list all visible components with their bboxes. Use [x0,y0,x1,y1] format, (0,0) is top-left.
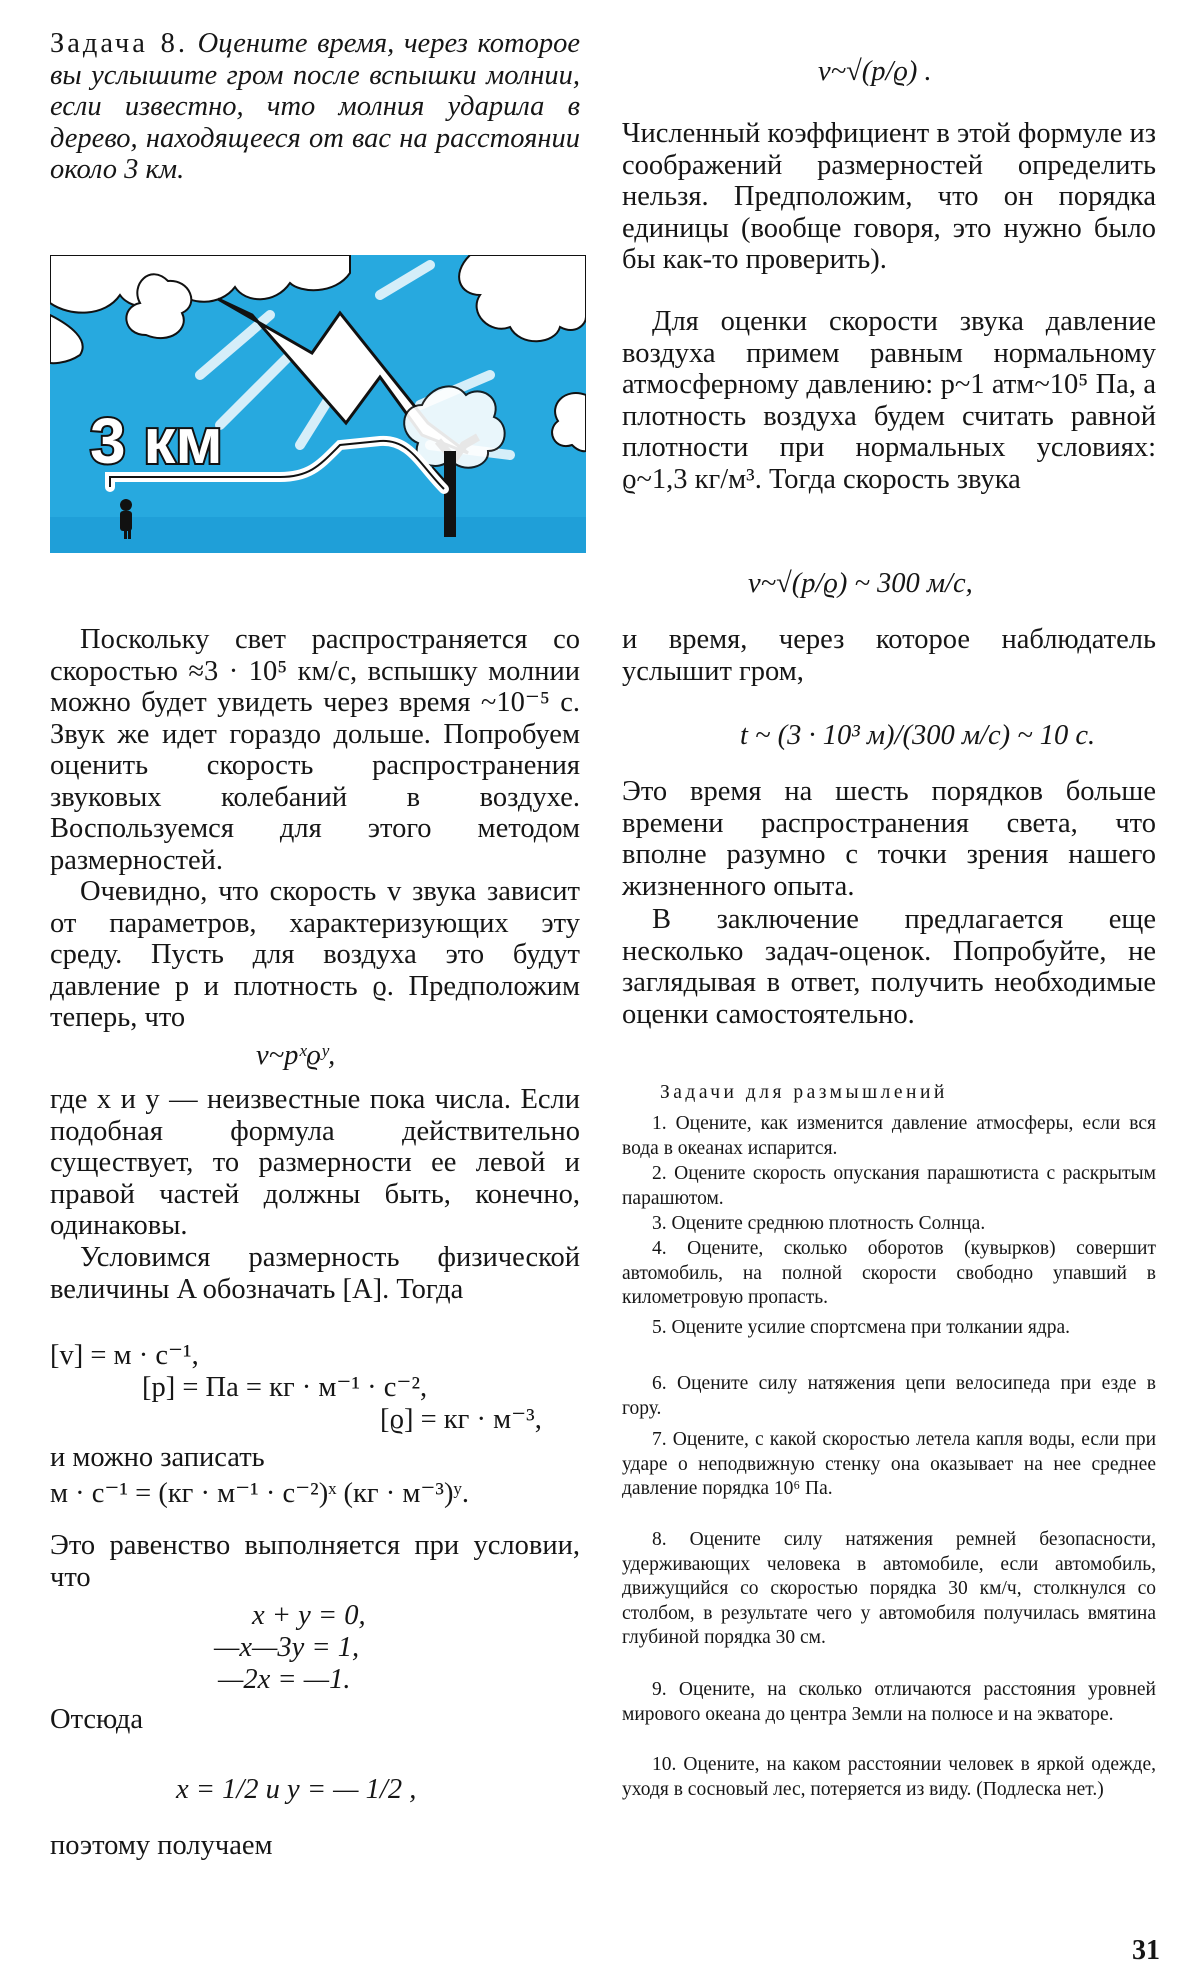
problem-item-8: 8. Оцените силу натяжения ремней безопасности, удерживающих человека в автомобиле, если автомобиль, движущийся со скоростью порядка 30 км/ч, столкнулся со столбом, в результате чего у автомобиля получилась вмятина глубиной порядка 30 см. [622,1529,1156,1648]
left-paragraph-5: и можно записать [50,1442,265,1473]
left-paragraph-8: поэтому получаем [50,1830,273,1861]
distance-label: 3 км [90,405,223,477]
problem-item-2: 2. Оцените скорость опускания парашютиста с раскрытым парашютом. [622,1163,1156,1209]
equation-sound-speed-value: v~√(p/ϱ) ~ 300 м/с, [748,568,973,599]
problem-item-5: 5. Оцените усилие спортсмена при толкании ядра. [652,1317,1071,1338]
dimension-v: [v] = м · с⁻¹, [50,1340,199,1371]
right-paragraph-3: и время, через которое наблюдатель услышит гром, [622,624,1156,687]
problem-item-9: 9. Оцените, на сколько отличаются расстояния уровней мирового океана до центра Земли на полюсе и на экваторе. [622,1679,1156,1725]
task-8 [50,28,580,186]
page-number: 31 [1132,1935,1160,1966]
equation-sound-speed-formula: v~√(p/ϱ) . [818,56,932,87]
task-8-label: Задача 8. [50,28,188,59]
left-paragraph-3: где x и y — неизвестные пока числа. Если подобная формула действительно существует, то размерности ее левой и правой частей должны быть, конечно, одинаковы. [50,1084,580,1241]
equation-power-law: v~pˣϱʸ, [256,1040,336,1071]
left-paragraph-1: Поскольку свет распространяется со скоростью ≈3 · 10⁵ км/с, вспышку молнии можно будет увидеть через время ~10⁻⁵ с. Звук же идет гораздо дольше. Попробуем оценить скорость распространения звуковых колебаний в воздухе. Воспользуемся для этого методом размерностей. [50,624,580,876]
right-paragraph-2: Для оценки скорости звука давление воздуха примем равным нормальному атмосферному давлению: p~1 атм~10⁵ Па, а плотность воздуха будем считать равной плотности при нормальных условиях: ϱ~1,3 кг/м³. Тогда скорость звука [622,306,1156,495]
problem-item-1: 1. Оцените, как изменится давление атмосферы, если вся вода в океанах испарится. [622,1113,1156,1159]
dimension-rho: [ϱ] = кг · м⁻³, [380,1404,542,1435]
problem-item-10: 10. Оцените, на каком расстоянии человек в яркой одежде, уходя в сосновый лес, потеряется из виду. (Подлеска нет.) [622,1754,1156,1800]
lightning-illustration [50,255,586,553]
left-paragraph-7: Отсюда [50,1704,144,1735]
right-paragraph-1: Численный коэффициент в этой формуле из соображений размерностей определить нельзя. Предположим, что он порядка единицы (вообще говоря, это нужно было бы как-то проверить). [622,118,1156,275]
system-eq-1: x + y = 0, [252,1600,366,1631]
problem-item-3: 3. Оцените среднюю плотность Солнца. [652,1213,986,1234]
system-eq-3: —2x = —1. [218,1664,351,1695]
equation-dimensions: м · с⁻¹ = (кг · м⁻¹ · с⁻²)ˣ (кг · м⁻³)ʸ. [50,1478,470,1509]
task-8-text: Оцените время, через которое вы услышите гром после вспышки молнии, если известно, что молния ударила в дерево, находящееся от вас на расстоянии около 3 км. [50,28,581,185]
system-eq-2: —x—3y = 1, [214,1632,360,1663]
problem-item-4: 4. Оцените, сколько оборотов (кувырков) совершит автомобиль, на полной скорости свободно упавший в километровую пропасть. [622,1238,1156,1308]
problem-item-7: 7. Оцените, с какой скоростью летела капля воды, если при ударе о неподвижную стенку она оказывает на нее среднее давление порядка 10⁶ Па. [622,1429,1156,1499]
solution-x-y: x = 1/2 и y = — 1/2 , [176,1774,417,1805]
right-paragraph-5: В заключение предлагается еще несколько задач-оценок. Попробуйте, не заглядывая в ответ, получить необходимые оценки самостоятельно. [622,904,1156,1030]
left-paragraph-2: Очевидно, что скорость v звука зависит от параметров, характеризующих эту среду. Пусть для воздуха это будут давление p и плотность ϱ. Предположим теперь, что [50,876,580,1033]
problems-title: Задачи для размышлений [660,1082,948,1103]
equation-thunder-time: t ~ (3 · 10³ м)/(300 м/с) ~ 10 с. [740,720,1096,751]
dimension-p: [p] = Па = кг · м⁻¹ · с⁻², [142,1372,428,1403]
left-paragraph-6: Это равенство выполняется при условии, что [50,1530,580,1593]
right-paragraph-4: Это время на шесть порядков больше времени распространения света, что вполне разумно с точки зрения нашего жизненного опыта. [622,776,1156,902]
problem-item-6: 6. Оцените силу натяжения цепи велосипеда при езде в гору. [622,1373,1156,1419]
left-paragraph-4: Условимся размерность физической величины A обозначать [A]. Тогда [50,1242,580,1305]
